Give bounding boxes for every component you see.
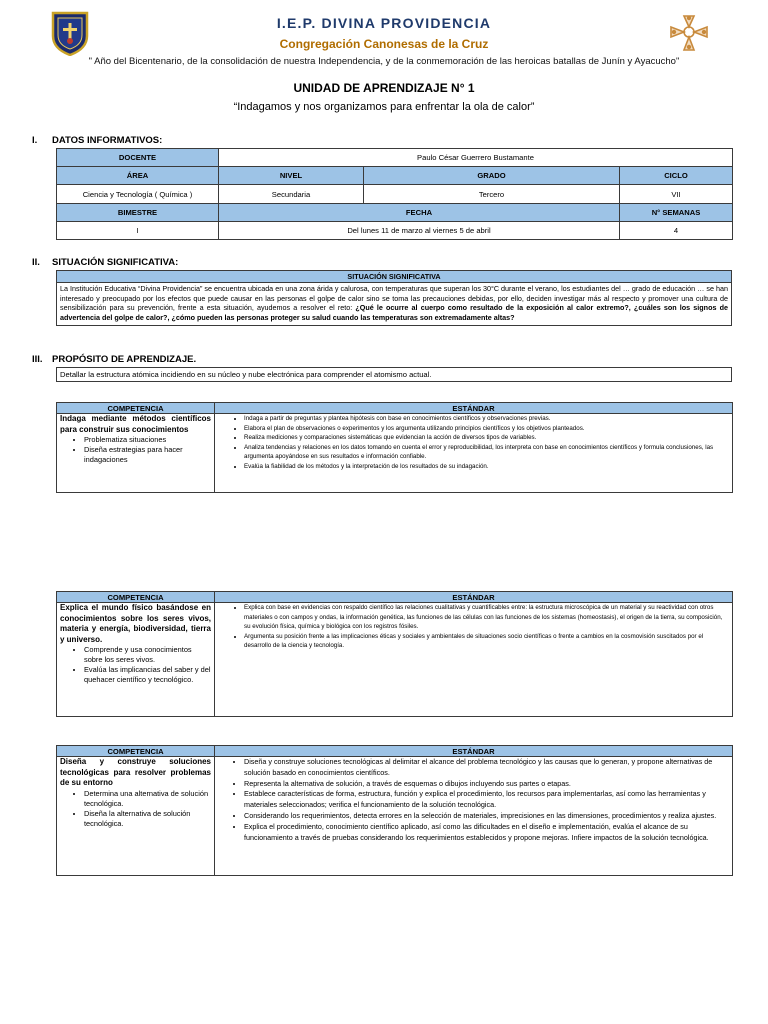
estandar-header: ESTÁNDAR <box>215 592 733 603</box>
estandar-cell <box>215 603 733 717</box>
unit-subtitle: “Indagamos y nos organizamos para enfrentar la ola de calor” <box>233 101 535 113</box>
section-heading-situacion <box>32 257 178 268</box>
estandar-item: • Indaga a partir de preguntas y plantea hipótesis con base en conocimientos científicos y observaciones previas. <box>244 414 729 424</box>
estandar-item: • Explica el procedimiento, conocimiento científico aplicado, así como las dificultades en el diseño e implementación, evalúa el alcance de su funcionamiento a través de pruebas considerando los requerimientos establecidos y propone mejoras. Infiere impactos de la solución tecnológica. <box>244 822 729 844</box>
competencia-header: COMPETENCIA <box>57 746 215 757</box>
competencia-name: Diseña y construye soluciones tecnológicas para resolver problemas de su entorno <box>60 757 211 788</box>
estandar-header: ESTÁNDAR <box>215 403 733 414</box>
capacidad-item: • Diseña estrategias para hacer indagaciones <box>84 445 211 465</box>
competencia-table-3 <box>56 745 733 876</box>
capacidad-item: • Diseña la alternativa de solución tecnológica. <box>84 809 211 829</box>
section-number: I. <box>32 135 38 146</box>
congregation-name: Congregación Canonesas de la Cruz <box>279 37 489 51</box>
competencia-header: COMPETENCIA <box>57 592 215 603</box>
year-motto: " Año del Bicentenario, de la consolidación de nuestra Independencia, y de la conmemoración de las heroicas batallas de Junín y Ayacucho" <box>88 56 680 67</box>
grado-value: Tercero <box>364 185 620 204</box>
ciclo-label: CICLO <box>620 167 733 185</box>
section-title: DATOS INFORMATIVOS: <box>52 135 163 146</box>
estandar-header: ESTÁNDAR <box>215 746 733 757</box>
situacion-header: SITUACIÓN SIGNIFICATIVA <box>57 271 732 283</box>
estandar-cell <box>215 757 733 876</box>
unit-title: UNIDAD DE APRENDIZAJE N° 1 <box>293 81 475 95</box>
estandar-item: • Establece características de forma, estructura, función y explica el procedimiento, los recursos para implementarlas, así como las herramientas y materiales seleccionados; verifica el funcionamiento de la solución tecnológica. <box>244 789 729 811</box>
situacion-text-cell <box>57 283 732 326</box>
competencia-name: Explica el mundo físico basándose en conocimientos sobre los seres vivos, materia y energía, biodiversidad, tierra y universo. <box>60 603 211 644</box>
ciclo-value: VII <box>620 185 733 204</box>
grado-label: GRADO <box>364 167 620 185</box>
capacidad-item: • Determina una alternativa de solución tecnológica. <box>84 789 211 809</box>
competencia-table-1 <box>56 402 733 493</box>
section-heading-proposito <box>32 354 196 365</box>
school-name: I.E.P. DIVINA PROVIDENCIA <box>276 15 492 31</box>
capacidad-item: • Comprende y usa conocimientos sobre los seres vivos. <box>84 645 211 665</box>
section-title: SITUACIÓN SIGNIFICATIVA: <box>52 257 179 268</box>
situacion-text: La Institución Educativa “Divina Providencia” se encuentra ubicada en una zona árida y calurosa, con temperaturas que superan los 30°C durante el verano, los estudiantes del … grado de educación … se han interesado y preocupado por los efectos que puede causar en las personas el golpe de calor sino se toma las precauciones debidas, por ello, deciden investigar más al respecto y promover una cultura de sensibilización para su prevención, frente a esta situación, ayudemos a resolver el reto: <box>60 284 728 313</box>
section-number: II. <box>32 257 40 268</box>
fecha-label: FECHA <box>219 204 620 222</box>
fecha-value: Del lunes 11 de marzo al viernes 5 de abril <box>219 222 620 240</box>
situacion-question: ¿Qué le ocurre al cuerpo como resultado de la exposición al calor extremo?, ¿cuáles son los signos de advertencia del golpe de calor?, ¿cómo pueden las personas proteger su salud cuando las temperaturas son extremadamente altas? <box>60 303 728 323</box>
area-label: ÁREA <box>57 167 219 185</box>
estandar-item: • Evalúa la fiabilidad de los métodos y la interpretación de los resultados de su indagación. <box>244 462 729 472</box>
estandar-item: • Representa la alternativa de solución, a través de esquemas o dibujos incluyendo sus partes o etapas. <box>244 779 729 790</box>
area-value: Ciencia y Tecnología ( Química ) <box>57 185 219 204</box>
semanas-label: N° SEMANAS <box>620 204 733 222</box>
capacidad-item: • Evalúa las implicancias del saber y del quehacer científico y tecnológico. <box>84 665 211 685</box>
competencia-cell <box>57 603 215 717</box>
proposito-text: Detallar la estructura atómica incidiendo en su núcleo y nube electrónica para comprender el atomismo actual. <box>57 368 732 382</box>
estandar-item: • Explica con base en evidencias con respaldo científico las relaciones cualitativas y cuantificables entre: la estructura microscópica de un material y su reactividad con otros materiales o con campos y ondas, la información genética, las funciones de las células con las funciones de los sistemas (homeostasis), el origen de la tierra, su composición, su evolución física, química y biológica con los registros fósiles. <box>244 603 729 632</box>
competencia-name: Indaga mediante métodos científicos para construir sus conocimientos <box>60 414 211 434</box>
estandar-item: • Diseña y construye soluciones tecnológicas al delimitar el alcance del problema tecnológico y las causas que lo generan, y propone alternativas de solución basado en conocimientos científicos. <box>244 757 729 779</box>
semanas-value: 4 <box>620 222 733 240</box>
estandar-item: • Realiza mediciones y comparaciones sistemáticas que evidencian la acción de diversos tipos de variables. <box>244 433 729 443</box>
estandar-item: • Considerando los requerimientos, detecta errores en la selección de materiales, imprecisiones en las dimensiones, procedimientos y realiza ajustes. <box>244 811 729 822</box>
estandar-cell <box>215 414 733 493</box>
docente-label: DOCENTE <box>57 149 219 167</box>
nivel-value: Secundaria <box>219 185 364 204</box>
competencia-cell <box>57 757 215 876</box>
docente-value: Paulo César Guerrero Bustamante <box>219 149 733 167</box>
situacion-table <box>56 270 732 326</box>
capacidad-item: • Problematiza situaciones <box>84 435 211 445</box>
bimestre-value: I <box>57 222 219 240</box>
bimestre-label: BIMESTRE <box>57 204 219 222</box>
estandar-item: • Analiza tendencias y relaciones en los datos tomando en cuenta el error y reproducibilidad, los interpreta con base en conocimientos científicos y formula conclusiones, las argumenta apoyándose en sus resultados e información confiable. <box>244 443 729 462</box>
competencia-cell <box>57 414 215 493</box>
estandar-item: • Elabora el plan de observaciones o experimentos y los argumenta utilizando principios científicos y los objetivos planteados. <box>244 424 729 434</box>
estandar-item: • Argumenta su posición frente a las implicaciones éticas y sociales y ambientales de situaciones socio científicas o frente a cambios en la cosmovisión suscitados por el desarrollo de la ciencia y tecnología. <box>244 632 729 651</box>
proposito-table <box>56 367 732 382</box>
competencia-header: COMPETENCIA <box>57 403 215 414</box>
competencia-table-2 <box>56 591 733 717</box>
nivel-label: NIVEL <box>219 167 364 185</box>
section-heading-datos <box>32 135 162 146</box>
section-title: PROPÓSITO DE APRENDIZAJE. <box>52 354 197 365</box>
section-number: III. <box>32 354 43 365</box>
datos-informativos-table <box>56 148 733 240</box>
